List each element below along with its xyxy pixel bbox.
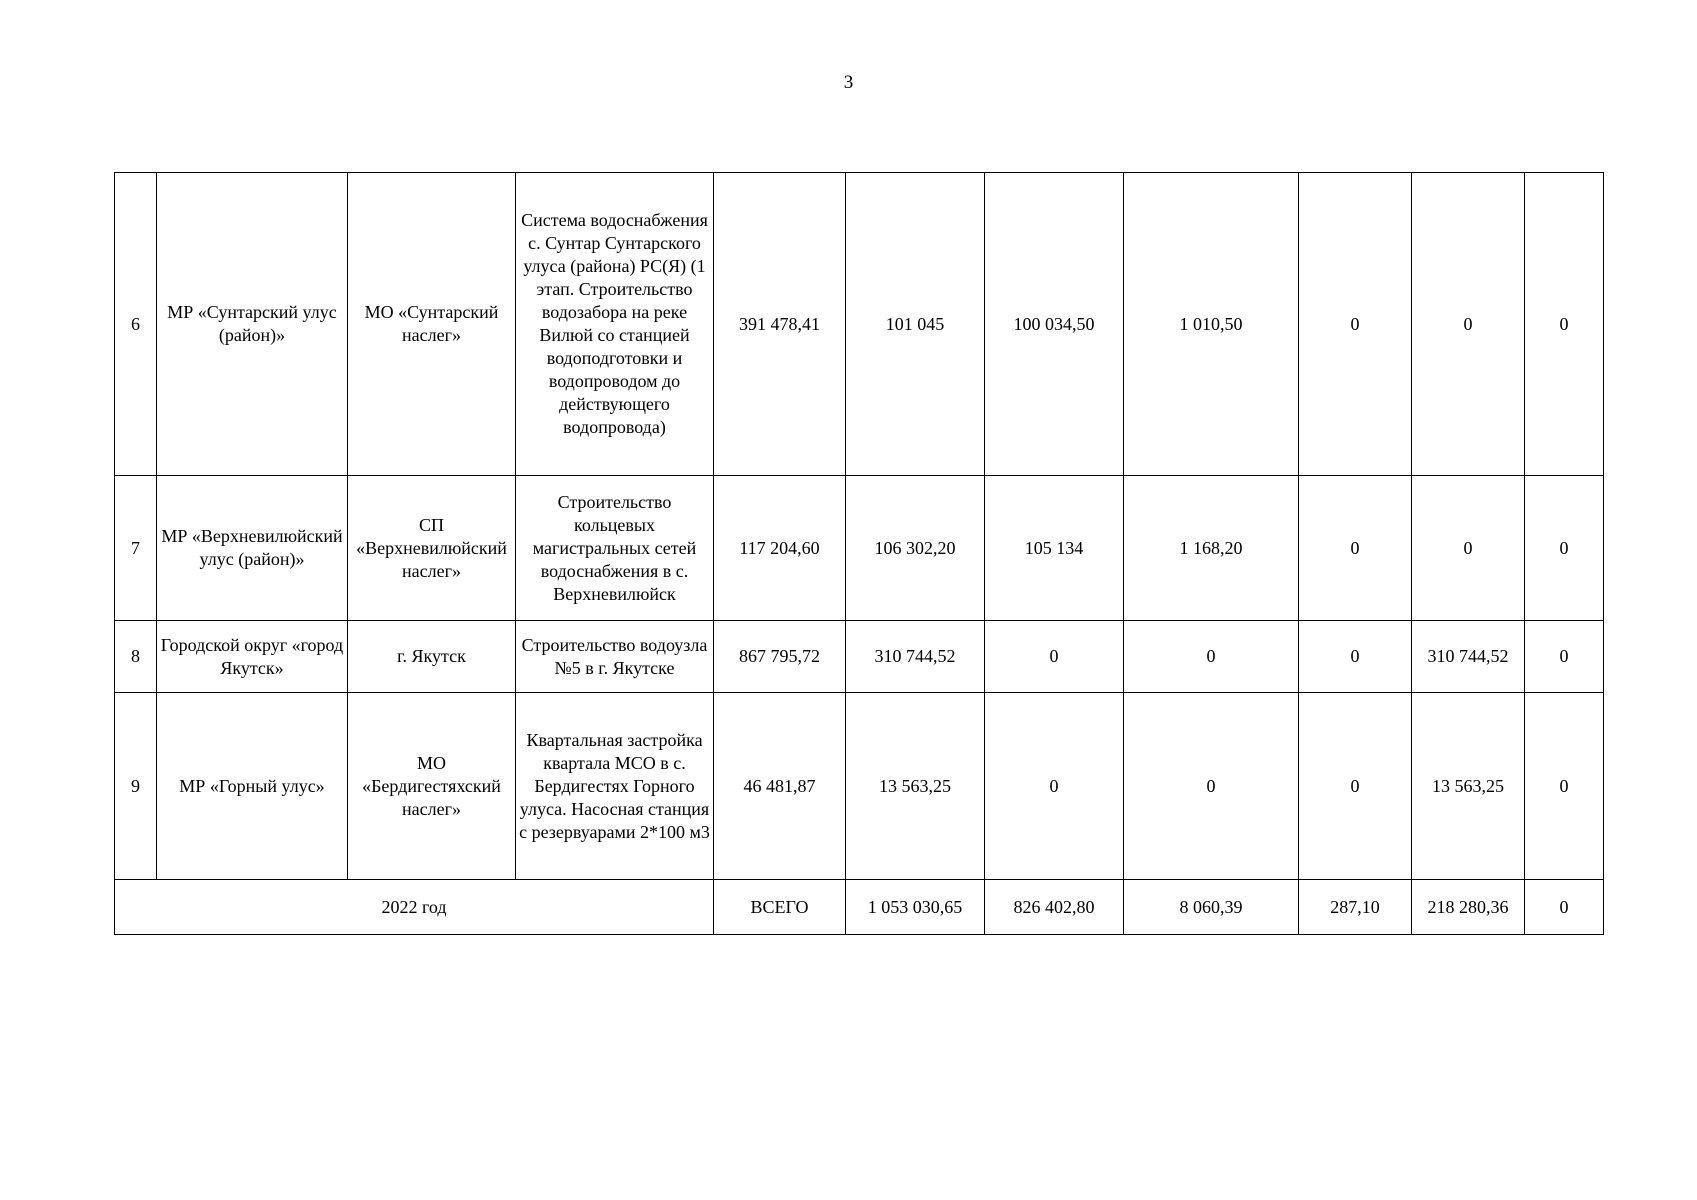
table-row [115,621,1604,693]
total-other-cell: 0 [1525,880,1604,935]
cost-cell: 46 481,87 [714,693,846,880]
other-cell: 0 [1525,173,1604,476]
republic-cell: 1 010,50 [1124,173,1299,476]
total-cell: 101 045 [846,173,985,476]
row-number-cell: 9 [115,693,157,880]
object-cell: Строительство водоузла №5 в г. Якутске [516,621,714,693]
extra-budget-cell: 310 744,52 [1412,621,1525,693]
row-number-cell: 8 [115,621,157,693]
other-cell: 0 [1525,621,1604,693]
republic-cell: 0 [1124,621,1299,693]
district-cell: МР «Верхневилюйский улус (район)» [157,476,348,621]
object-cell: Система водоснабжения с. Сунтар Сунтарского улуса (района) РС(Я) (1 этап. Строительство водозабора на реке Вилюй со станцией водоподготовки и водопроводом до действующего водопровода) [516,173,714,476]
local-cell: 0 [1299,621,1412,693]
local-cell: 0 [1299,476,1412,621]
republic-cell: 1 168,20 [1124,476,1299,621]
cost-cell: 391 478,41 [714,173,846,476]
other-cell: 0 [1525,476,1604,621]
federal-cell: 0 [985,621,1124,693]
total-row [115,880,1604,935]
object-cell: Квартальная застройка квартала МСО в с. Бердигестях Горного улуса. Насосная станция с резервуарами 2*100 м3 [516,693,714,880]
total-extra-budget-cell: 218 280,36 [1412,880,1525,935]
cost-cell: 117 204,60 [714,476,846,621]
total-cell: 13 563,25 [846,693,985,880]
object-cell: Строительство кольцевых магистральных сетей водоснабжения в с. Верхневилюйск [516,476,714,621]
local-cell: 0 [1299,693,1412,880]
settlement-cell: МО «Сунтарский наслег» [348,173,516,476]
total-label-cell: ВСЕГО [714,880,846,935]
total-local-cell: 287,10 [1299,880,1412,935]
total-cell: 106 302,20 [846,476,985,621]
extra-budget-cell: 0 [1412,476,1525,621]
funding-table [114,172,1604,935]
total-sum-cell: 1 053 030,65 [846,880,985,935]
local-cell: 0 [1299,173,1412,476]
table-row [115,173,1604,476]
extra-budget-cell: 13 563,25 [1412,693,1525,880]
total-federal-cell: 826 402,80 [985,880,1124,935]
republic-cell: 0 [1124,693,1299,880]
table-row [115,476,1604,621]
cost-cell: 867 795,72 [714,621,846,693]
other-cell: 0 [1525,693,1604,880]
settlement-cell: СП «Верхневилюйский наслег» [348,476,516,621]
total-republic-cell: 8 060,39 [1124,880,1299,935]
total-cell: 310 744,52 [846,621,985,693]
federal-cell: 105 134 [985,476,1124,621]
row-number-cell: 7 [115,476,157,621]
row-number-cell: 6 [115,173,157,476]
settlement-cell: г. Якутск [348,621,516,693]
total-year-cell: 2022 год [115,880,714,935]
page-number: 3 [843,72,854,93]
federal-cell: 100 034,50 [985,173,1124,476]
district-cell: Городской округ «город Якутск» [157,621,348,693]
district-cell: МР «Сунтарский улус (район)» [157,173,348,476]
federal-cell: 0 [985,693,1124,880]
district-cell: МР «Горный улус» [157,693,348,880]
extra-budget-cell: 0 [1412,173,1525,476]
settlement-cell: МО «Бердигестяхский наслег» [348,693,516,880]
table-row [115,693,1604,880]
